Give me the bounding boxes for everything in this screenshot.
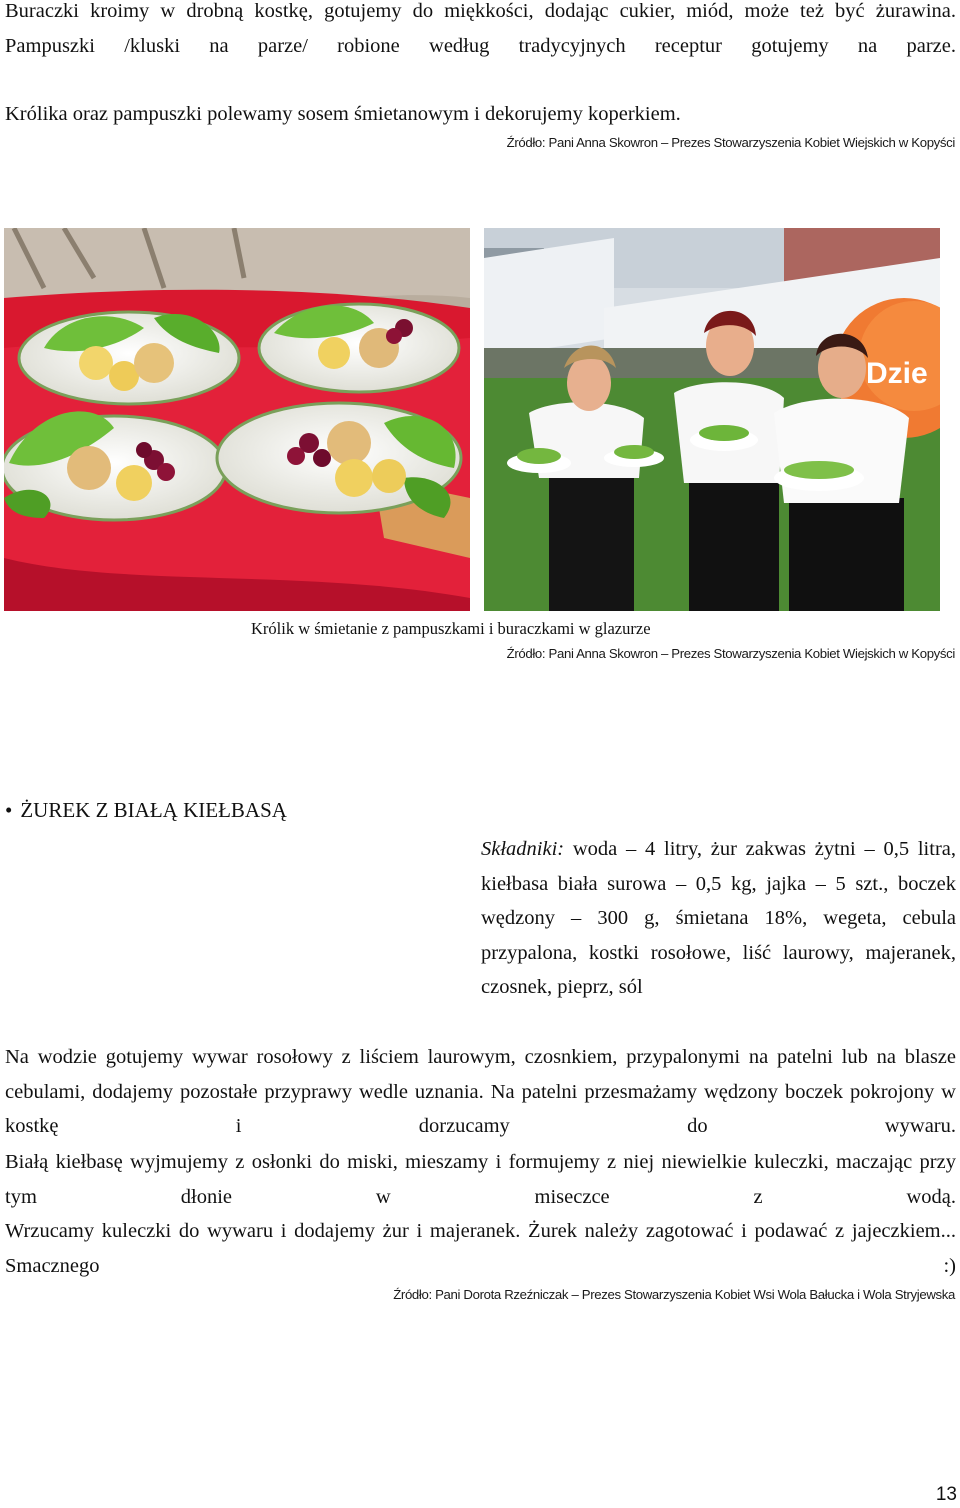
food-plates-photo: [4, 228, 470, 611]
figure-source: Źródło: Pani Anna Skowron – Prezes Stowarzyszenia Kobiet Wiejskich w Kopyści: [506, 646, 955, 661]
figure-caption: Królik w śmietanie z pampuszkami i buraczkami w glazurze: [251, 619, 651, 638]
recipe-source: Źródło: Pani Dorota Rzeźniczak – Prezes Stowarzyszenia Kobiet Wsi Wola Bałucka i Wola Stryjewska: [393, 1287, 955, 1302]
plate-top-left: [19, 312, 239, 404]
ingredients-text: woda – 4 litry, żur zakwas żytni – 0,5 litra, kiełbasa biała surowa – 0,5 kg, jajka – 5 szt., boczek wędzony – 300 g, śmietana 18%, wegeta, cebula przypalona, kostki rosołowe, liść laurowy, majeranek, czosnek, pieprz, sól: [481, 838, 956, 998]
plate-top-right: [259, 304, 459, 392]
ingredients-block: [481, 832, 956, 1005]
ingredients-label: Składniki:: [481, 838, 565, 860]
balloon-sign: Dzie: [866, 357, 928, 390]
women-with-dishes-photo: [484, 228, 940, 611]
recipe-step-1: Na wodzie gotujemy wywar rosołowy z liściem laurowym, czosnkiem, przypalonymi na patelni lub na blasze cebulami, dodajemy pozostałe przyprawy wedle uznania. Na patelni przesmażamy wędzony boczek pokrojony w kostkę i dorzucamy do wywaru.: [5, 1046, 956, 1137]
intro-paragraph-2: Królika oraz pampuszki polewamy sosem śmietanowym i dekorujemy koperkiem.: [5, 103, 681, 125]
intro-paragraph-1: Buraczki kroimy w drobną kostkę, gotujemy do miękkości, dodając cukier, miód, może też być żurawina. Pampuszki /kluski na parze/ robione według tradycyjnych receptur gotujemy na parze.: [5, 0, 956, 57]
page-number: 13: [935, 1484, 957, 1505]
recipe-title-text: ŻUREK Z BIAŁĄ KIEŁBASĄ: [20, 798, 287, 822]
recipe-step-2: Białą kiełbasę wyjmujemy z osłonki do miski, mieszamy i formujemy z niej niewielkie kuleczki, maczając przy tym dłonie w miseczce z wodą.: [5, 1151, 956, 1208]
intro-source: Źródło: Pani Anna Skowron – Prezes Stowarzyszenia Kobiet Wiejskich w Kopyści: [506, 135, 955, 150]
recipe-title: [5, 798, 287, 823]
bullet-icon: •: [5, 798, 13, 822]
recipe-step-3: Wrzucamy kuleczki do wywaru i dodajemy żur i majeranek. Żurek należy zagotować i podawać z jajeczkiem... Smacznego :): [5, 1220, 956, 1277]
